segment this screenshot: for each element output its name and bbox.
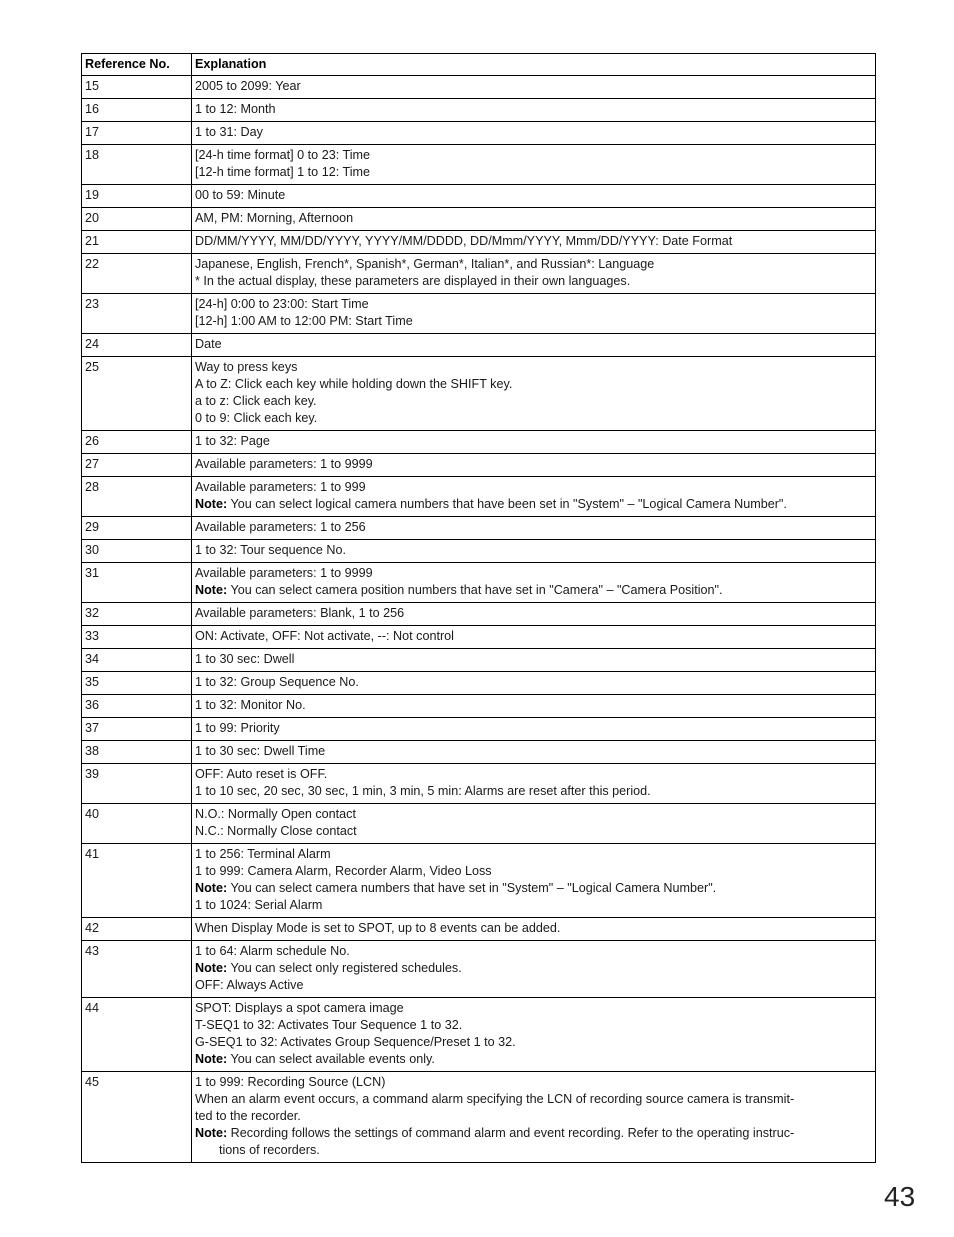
explanation-cell bbox=[192, 941, 876, 998]
explanation-text: 0 to 9: Click each key. bbox=[195, 411, 318, 425]
reference-number-cell: 26 bbox=[82, 431, 192, 454]
table-row bbox=[82, 517, 876, 540]
explanation-cell bbox=[192, 563, 876, 603]
explanation-line bbox=[195, 720, 872, 737]
explanation-line bbox=[195, 823, 872, 840]
explanation-cell bbox=[192, 145, 876, 185]
explanation-cell bbox=[192, 603, 876, 626]
header-reference-no: Reference No. bbox=[82, 54, 192, 76]
table-row bbox=[82, 563, 876, 603]
explanation-cell bbox=[192, 844, 876, 918]
reference-number-cell: 25 bbox=[82, 357, 192, 431]
explanation-cell bbox=[192, 804, 876, 844]
explanation-line bbox=[195, 1034, 872, 1051]
reference-number-cell: 40 bbox=[82, 804, 192, 844]
explanation-text: 1 to 256: Terminal Alarm bbox=[195, 847, 331, 861]
table-row bbox=[82, 334, 876, 357]
explanation-cell bbox=[192, 718, 876, 741]
table-row bbox=[82, 649, 876, 672]
explanation-cell bbox=[192, 254, 876, 294]
explanation-line bbox=[195, 605, 872, 622]
explanation-line bbox=[195, 766, 872, 783]
explanation-cell bbox=[192, 764, 876, 804]
explanation-cell bbox=[192, 741, 876, 764]
explanation-line bbox=[195, 256, 872, 273]
reference-number-cell: 24 bbox=[82, 334, 192, 357]
explanation-line bbox=[195, 920, 872, 937]
table-row bbox=[82, 764, 876, 804]
reference-number-cell: 43 bbox=[82, 941, 192, 998]
reference-number-cell: 22 bbox=[82, 254, 192, 294]
explanation-line bbox=[195, 296, 872, 313]
explanation-text: 1 to 32: Tour sequence No. bbox=[195, 543, 346, 557]
table-row bbox=[82, 76, 876, 99]
explanation-line bbox=[195, 960, 872, 977]
explanation-line bbox=[195, 880, 872, 897]
table-row bbox=[82, 741, 876, 764]
explanation-line bbox=[195, 743, 872, 760]
reference-number-cell: 21 bbox=[82, 231, 192, 254]
table-row bbox=[82, 626, 876, 649]
explanation-line bbox=[195, 582, 872, 599]
explanation-cell bbox=[192, 99, 876, 122]
explanation-text: 1 to 10 sec, 20 sec, 30 sec, 1 min, 3 min, 5 min: Alarms are reset after this period. bbox=[195, 784, 651, 798]
table-row bbox=[82, 477, 876, 517]
reference-number-cell: 41 bbox=[82, 844, 192, 918]
explanation-line bbox=[195, 78, 872, 95]
explanation-cell bbox=[192, 357, 876, 431]
explanation-line bbox=[195, 1091, 872, 1108]
explanation-text: [24-h time format] 0 to 23: Time bbox=[195, 148, 370, 162]
table-row bbox=[82, 357, 876, 431]
reference-number-cell: 33 bbox=[82, 626, 192, 649]
reference-number-cell: 44 bbox=[82, 998, 192, 1072]
explanation-line bbox=[195, 410, 872, 427]
explanation-text: 1 to 1024: Serial Alarm bbox=[195, 898, 323, 912]
reference-number-cell: 30 bbox=[82, 540, 192, 563]
explanation-line bbox=[195, 1051, 872, 1068]
reference-number-cell: 39 bbox=[82, 764, 192, 804]
explanation-text: You can select camera numbers that have set in "System" – "Logical Camera Number". bbox=[227, 881, 717, 895]
explanation-cell bbox=[192, 626, 876, 649]
explanation-text: You can select only registered schedules. bbox=[227, 961, 462, 975]
explanation-text: Available parameters: 1 to 256 bbox=[195, 520, 366, 534]
explanation-text: SPOT: Displays a spot camera image bbox=[195, 1001, 404, 1015]
reference-number-cell: 17 bbox=[82, 122, 192, 145]
explanation-cell bbox=[192, 122, 876, 145]
reference-number-cell: 38 bbox=[82, 741, 192, 764]
explanation-line bbox=[195, 433, 872, 450]
table-row bbox=[82, 844, 876, 918]
explanation-text: Way to press keys bbox=[195, 360, 298, 374]
note-label: Note: bbox=[195, 1126, 228, 1140]
explanation-text: Japanese, English, French*, Spanish*, German*, Italian*, and Russian*: Language bbox=[195, 257, 655, 271]
explanation-line bbox=[195, 846, 872, 863]
explanation-line bbox=[195, 519, 872, 536]
explanation-cell bbox=[192, 208, 876, 231]
note-label: Note: bbox=[195, 961, 228, 975]
header-explanation: Explanation bbox=[192, 54, 876, 76]
explanation-text: 1 to 31: Day bbox=[195, 125, 263, 139]
explanation-line bbox=[195, 393, 872, 410]
table-body bbox=[82, 76, 876, 1163]
explanation-cell bbox=[192, 540, 876, 563]
explanation-line bbox=[195, 1125, 872, 1142]
table-row bbox=[82, 718, 876, 741]
explanation-text: You can select camera position numbers that have set in "Camera" – "Camera Position". bbox=[227, 583, 723, 597]
explanation-text: [24-h] 0:00 to 23:00: Start Time bbox=[195, 297, 369, 311]
explanation-line bbox=[195, 565, 872, 582]
explanation-text: Available parameters: Blank, 1 to 256 bbox=[195, 606, 405, 620]
explanation-line bbox=[195, 147, 872, 164]
table-row bbox=[82, 998, 876, 1072]
explanation-line bbox=[195, 124, 872, 141]
explanation-text: When an alarm event occurs, a command alarm specifying the LCN of recording source camera is transmit- bbox=[195, 1092, 795, 1106]
table-row bbox=[82, 941, 876, 998]
explanation-line bbox=[195, 651, 872, 668]
explanation-text: [12-h time format] 1 to 12: Time bbox=[195, 165, 370, 179]
reference-number-cell: 34 bbox=[82, 649, 192, 672]
explanation-line bbox=[195, 783, 872, 800]
explanation-cell bbox=[192, 76, 876, 99]
explanation-line bbox=[195, 806, 872, 823]
reference-number-cell: 27 bbox=[82, 454, 192, 477]
explanation-cell bbox=[192, 477, 876, 517]
explanation-text: AM, PM: Morning, Afternoon bbox=[195, 211, 354, 225]
explanation-cell bbox=[192, 998, 876, 1072]
explanation-line bbox=[195, 1108, 872, 1125]
explanation-line bbox=[195, 210, 872, 227]
explanation-text: 00 to 59: Minute bbox=[195, 188, 286, 202]
explanation-text: 1 to 999: Recording Source (LCN) bbox=[195, 1075, 386, 1089]
reference-number-cell: 19 bbox=[82, 185, 192, 208]
reference-number-cell: 15 bbox=[82, 76, 192, 99]
explanation-cell bbox=[192, 231, 876, 254]
explanation-text: N.C.: Normally Close contact bbox=[195, 824, 357, 838]
reference-number-cell: 37 bbox=[82, 718, 192, 741]
explanation-text: 2005 to 2099: Year bbox=[195, 79, 301, 93]
explanation-line bbox=[195, 697, 872, 714]
table-row bbox=[82, 1072, 876, 1163]
explanation-line bbox=[195, 1000, 872, 1017]
explanation-text: G-SEQ1 to 32: Activates Group Sequence/Preset 1 to 32. bbox=[195, 1035, 516, 1049]
explanation-line bbox=[195, 542, 872, 559]
explanation-line bbox=[195, 336, 872, 353]
explanation-line bbox=[195, 359, 872, 376]
explanation-text: Available parameters: 1 to 9999 bbox=[195, 457, 373, 471]
table-row bbox=[82, 254, 876, 294]
reference-number-cell: 29 bbox=[82, 517, 192, 540]
explanation-line bbox=[195, 273, 872, 290]
explanation-text: 1 to 32: Page bbox=[195, 434, 270, 448]
explanation-cell bbox=[192, 695, 876, 718]
explanation-cell bbox=[192, 517, 876, 540]
explanation-cell bbox=[192, 454, 876, 477]
explanation-text: a to z: Click each key. bbox=[195, 394, 317, 408]
explanation-text: tions of recorders. bbox=[219, 1143, 320, 1157]
reference-number-cell: 18 bbox=[82, 145, 192, 185]
reference-number-cell: 20 bbox=[82, 208, 192, 231]
note-label: Note: bbox=[195, 583, 228, 597]
explanation-line bbox=[195, 628, 872, 645]
note-label: Note: bbox=[195, 881, 228, 895]
table-row bbox=[82, 695, 876, 718]
explanation-line bbox=[195, 456, 872, 473]
table-row bbox=[82, 208, 876, 231]
table-row bbox=[82, 122, 876, 145]
note-label: Note: bbox=[195, 497, 228, 511]
explanation-text: 1 to 999: Camera Alarm, Recorder Alarm, Video Loss bbox=[195, 864, 492, 878]
reference-number-cell: 36 bbox=[82, 695, 192, 718]
explanation-cell bbox=[192, 431, 876, 454]
explanation-text: [12-h] 1:00 AM to 12:00 PM: Start Time bbox=[195, 314, 413, 328]
explanation-line bbox=[195, 101, 872, 118]
explanation-text: A to Z: Click each key while holding down the SHIFT key. bbox=[195, 377, 513, 391]
table-row bbox=[82, 294, 876, 334]
explanation-line bbox=[195, 863, 872, 880]
explanation-line bbox=[195, 233, 872, 250]
table-row bbox=[82, 672, 876, 695]
explanation-line bbox=[195, 1142, 872, 1159]
explanation-line bbox=[195, 187, 872, 204]
explanation-text: OFF: Auto reset is OFF. bbox=[195, 767, 328, 781]
explanation-text: 1 to 99: Priority bbox=[195, 721, 280, 735]
table-row bbox=[82, 185, 876, 208]
table-header-row bbox=[82, 54, 876, 76]
reference-number-cell: 35 bbox=[82, 672, 192, 695]
table-row bbox=[82, 99, 876, 122]
explanation-text: When Display Mode is set to SPOT, up to 8 events can be added. bbox=[195, 921, 561, 935]
table-row bbox=[82, 231, 876, 254]
explanation-text: Available parameters: 1 to 999 bbox=[195, 480, 366, 494]
explanation-text: Available parameters: 1 to 9999 bbox=[195, 566, 373, 580]
explanation-cell bbox=[192, 185, 876, 208]
explanation-text: You can select available events only. bbox=[227, 1052, 435, 1066]
explanation-line bbox=[195, 897, 872, 914]
reference-number-cell: 28 bbox=[82, 477, 192, 517]
table-row bbox=[82, 454, 876, 477]
explanation-text: * In the actual display, these parameters are displayed in their own languages. bbox=[195, 274, 631, 288]
explanation-line bbox=[195, 313, 872, 330]
explanation-line bbox=[195, 1074, 872, 1091]
explanation-text: You can select logical camera numbers that have been set in "System" – "Logical Camera Number". bbox=[227, 497, 787, 511]
explanation-text: 1 to 64: Alarm schedule No. bbox=[195, 944, 350, 958]
page-number: 43 bbox=[884, 1181, 916, 1212]
table-row bbox=[82, 431, 876, 454]
table-row bbox=[82, 145, 876, 185]
explanation-text: T-SEQ1 to 32: Activates Tour Sequence 1 to 32. bbox=[195, 1018, 463, 1032]
explanation-line bbox=[195, 479, 872, 496]
table-row bbox=[82, 918, 876, 941]
explanation-cell bbox=[192, 918, 876, 941]
reference-number-cell: 31 bbox=[82, 563, 192, 603]
explanation-cell bbox=[192, 1072, 876, 1163]
explanation-line bbox=[195, 1017, 872, 1034]
reference-number-cell: 45 bbox=[82, 1072, 192, 1163]
explanation-cell bbox=[192, 294, 876, 334]
reference-number-cell: 42 bbox=[82, 918, 192, 941]
explanation-text: DD/MM/YYYY, MM/DD/YYYY, YYYY/MM/DDDD, DD/Mmm/YYYY, Mmm/DD/YYYY: Date Format bbox=[195, 234, 733, 248]
table-row bbox=[82, 540, 876, 563]
table-row bbox=[82, 603, 876, 626]
explanation-text: OFF: Always Active bbox=[195, 978, 304, 992]
explanation-text: 1 to 30 sec: Dwell Time bbox=[195, 744, 326, 758]
reference-number-cell: 32 bbox=[82, 603, 192, 626]
explanation-line bbox=[195, 496, 872, 513]
reference-number-cell: 23 bbox=[82, 294, 192, 334]
explanation-cell bbox=[192, 649, 876, 672]
explanation-cell bbox=[192, 334, 876, 357]
explanation-cell bbox=[192, 672, 876, 695]
explanation-text: Date bbox=[195, 337, 222, 351]
note-label: Note: bbox=[195, 1052, 228, 1066]
explanation-text: ON: Activate, OFF: Not activate, --: Not control bbox=[195, 629, 454, 643]
explanation-line bbox=[195, 674, 872, 691]
explanation-text: ted to the recorder. bbox=[195, 1109, 301, 1123]
explanation-line bbox=[195, 977, 872, 994]
explanation-text: 1 to 32: Monitor No. bbox=[195, 698, 306, 712]
explanation-text: 1 to 12: Month bbox=[195, 102, 276, 116]
reference-number-cell: 16 bbox=[82, 99, 192, 122]
explanation-line bbox=[195, 943, 872, 960]
table-row bbox=[82, 804, 876, 844]
explanation-text: 1 to 30 sec: Dwell bbox=[195, 652, 295, 666]
explanation-line bbox=[195, 376, 872, 393]
explanation-text: N.O.: Normally Open contact bbox=[195, 807, 356, 821]
explanation-line bbox=[195, 164, 872, 181]
explanation-text: 1 to 32: Group Sequence No. bbox=[195, 675, 359, 689]
explanation-text: Recording follows the settings of command alarm and event recording. Refer to the operating instruc- bbox=[227, 1126, 795, 1140]
reference-table bbox=[81, 53, 876, 1163]
